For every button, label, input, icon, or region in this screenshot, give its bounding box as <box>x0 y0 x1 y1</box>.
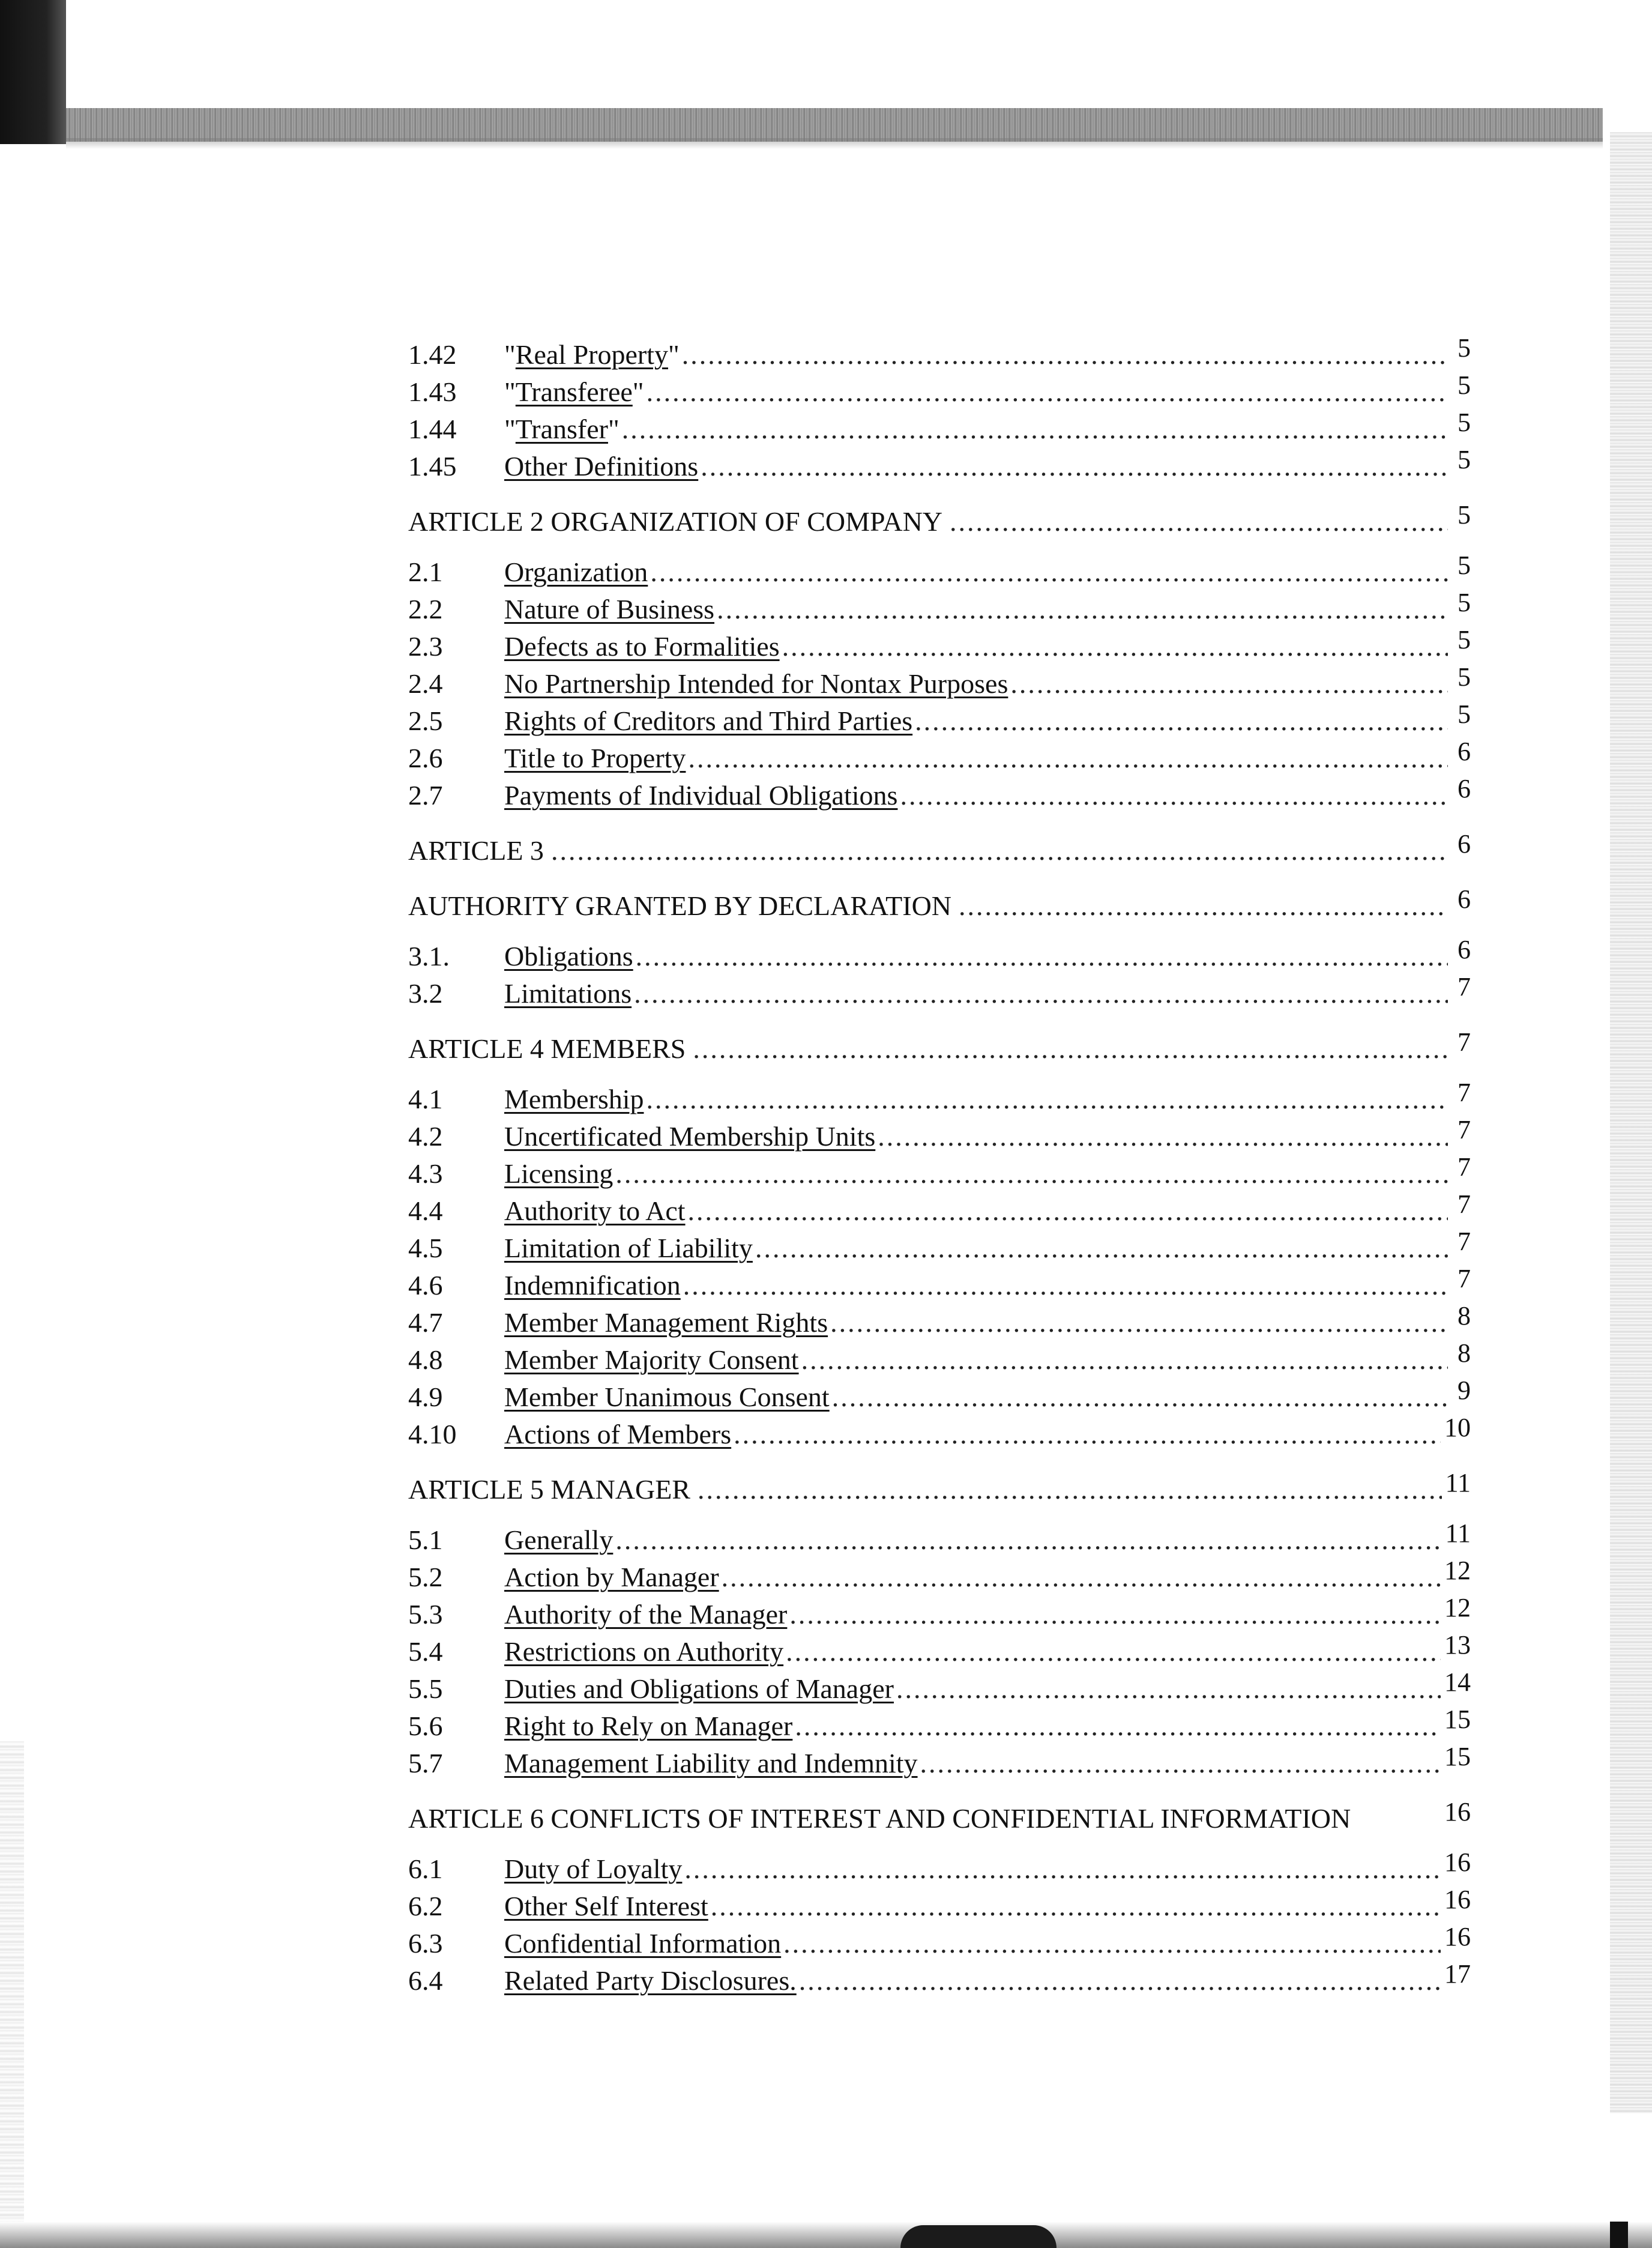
toc-entry-title <box>504 1851 682 1888</box>
toc-entry-number: 5.6 <box>408 1711 443 1741</box>
toc-entry <box>408 1922 1471 1962</box>
dot-leader <box>634 975 1448 1012</box>
toc-entry <box>408 1848 1471 1888</box>
toc-entry-title <box>504 1888 708 1925</box>
toc-entry-title-text: Duty of Loyalty <box>504 1854 683 1884</box>
dot-leader <box>717 591 1448 628</box>
dot-leader <box>615 1155 1448 1192</box>
dot-leader <box>755 1230 1448 1267</box>
toc-entry-number: 5.5 <box>408 1673 443 1704</box>
toc-entry-title-text: Membership <box>504 1084 644 1114</box>
toc-page-number: 7 <box>1458 1115 1471 1144</box>
toc-entry-title-text: Transferee <box>515 376 633 407</box>
toc-page-number: 7 <box>1458 1227 1471 1256</box>
toc-entry-number: 3.1. <box>408 941 450 971</box>
toc-page-number: 16 <box>1444 1885 1471 1914</box>
scan-corner-mark <box>1610 2222 1628 2248</box>
toc-page-number: 5 <box>1458 625 1471 654</box>
toc-page-number: 16 <box>1444 1797 1471 1826</box>
dot-leader <box>900 777 1448 814</box>
dot-leader <box>799 1962 1441 1999</box>
toc-page-number: 7 <box>1458 1078 1471 1107</box>
toc-entry-number: 5.2 <box>408 1562 443 1592</box>
toc-page-number: 5 <box>1458 445 1471 474</box>
toc-page-number: 6 <box>1458 737 1471 766</box>
toc-entry-title-text: Restrictions on Authority <box>504 1636 784 1667</box>
toc-page-number: 13 <box>1444 1630 1471 1660</box>
toc-entry-number: 6.2 <box>408 1891 443 1921</box>
dot-leader <box>683 1267 1448 1304</box>
toc-article-heading <box>408 884 1471 925</box>
toc-page-number: 10 <box>1444 1413 1471 1442</box>
toc-entry <box>408 935 1471 975</box>
toc-entry-title <box>504 938 633 975</box>
toc-entry-number: 2.2 <box>408 594 443 624</box>
toc-page-number: 5 <box>1458 662 1471 692</box>
toc-entry-title <box>504 411 620 448</box>
dot-leader <box>615 1521 1441 1559</box>
toc-entry-title <box>504 1596 787 1633</box>
toc-entry <box>408 1959 1471 1999</box>
close-quote: " <box>668 339 680 370</box>
toc-entry-title <box>504 1633 783 1670</box>
toc-entry-title <box>504 665 1008 702</box>
toc-entry <box>408 408 1471 448</box>
toc-entry-title <box>504 1341 799 1379</box>
toc-entry-title-text: Authority of the Manager <box>504 1599 788 1630</box>
dot-leader <box>636 938 1448 975</box>
toc-entry-title <box>504 336 680 373</box>
toc-page-number: 11 <box>1445 1518 1471 1548</box>
toc-entry <box>408 1227 1471 1267</box>
toc-article-title: ARTICLE 6 CONFLICTS OF INTEREST AND CONFIDENTIAL INFORMATION <box>408 1803 1351 1834</box>
toc-entry <box>408 445 1471 485</box>
dot-leader <box>1010 665 1448 702</box>
toc-entry-title <box>504 702 912 740</box>
toc-entry <box>408 370 1471 411</box>
toc-entry-title-text: Organization <box>504 557 648 587</box>
toc-entry-title <box>504 1670 894 1708</box>
toc-entry-title-text: Transfer <box>515 414 608 444</box>
toc-article-heading <box>408 1027 1471 1068</box>
toc-entry-title-text: Title to Property <box>504 743 686 773</box>
toc-page-number: 6 <box>1458 935 1471 964</box>
toc-entry <box>408 1115 1471 1155</box>
close-quote: " <box>632 376 644 407</box>
toc-entry-number: 4.7 <box>408 1307 443 1338</box>
toc-entry-title-text: Related Party Disclosures. <box>504 1965 797 1996</box>
toc-entry-title-text: Generally <box>504 1524 613 1555</box>
toc-entry-number: 5.7 <box>408 1748 443 1778</box>
toc-entry-title-text: No Partnership Intended for Nontax Purposes <box>504 668 1008 699</box>
dot-leader <box>783 1925 1441 1962</box>
toc-entry-number: 3.2 <box>408 978 443 1009</box>
toc-entry <box>408 1705 1471 1745</box>
scan-edge-shadow <box>66 138 1603 149</box>
toc-entry-title <box>504 628 780 665</box>
toc-page-number: 6 <box>1458 774 1471 803</box>
toc-entry-title <box>504 1416 731 1453</box>
toc-article-title: ARTICLE 4 MEMBERS <box>408 1033 686 1064</box>
toc-entry <box>408 1667 1471 1708</box>
toc-page-number: 17 <box>1444 1959 1471 1989</box>
toc-page-number: 11 <box>1445 1468 1471 1497</box>
toc-entry-title-text: Obligations <box>504 941 633 971</box>
dot-leader <box>682 336 1448 373</box>
toc-page-number: 7 <box>1458 1264 1471 1293</box>
toc-entry-title <box>504 1745 918 1782</box>
dot-leader <box>647 1081 1448 1118</box>
toc-entry <box>408 1301 1471 1341</box>
toc-entry-title <box>504 1081 644 1118</box>
toc-entry-title <box>504 777 897 814</box>
dot-leader <box>920 1745 1441 1782</box>
toc-entry-title <box>504 1379 830 1416</box>
toc-entry-number: 4.3 <box>408 1158 443 1189</box>
toc-page-number: 16 <box>1444 1848 1471 1877</box>
toc-page-number: 5 <box>1458 500 1471 530</box>
toc-page-number: 5 <box>1458 370 1471 400</box>
toc-article-heading <box>408 1797 1471 1837</box>
toc-entry-number: 4.4 <box>408 1195 443 1226</box>
toc-entry-number: 4.2 <box>408 1121 443 1152</box>
toc-entry-title <box>504 1230 753 1267</box>
toc-entry <box>408 662 1471 702</box>
dot-leader <box>647 373 1448 411</box>
toc-page-number: 7 <box>1458 972 1471 1002</box>
scan-right-noise <box>1610 132 1652 2114</box>
toc-page-number: 5 <box>1458 588 1471 617</box>
toc-entry-title-text: Other Definitions <box>504 451 699 482</box>
toc-entry <box>408 699 1471 740</box>
toc-entry-title-text: Uncertificated Membership Units <box>504 1121 876 1152</box>
toc-page-number: 8 <box>1458 1338 1471 1368</box>
dot-leader <box>896 1670 1441 1708</box>
dot-leader <box>830 1304 1448 1341</box>
toc-entry-number: 5.4 <box>408 1636 443 1667</box>
scan-page-edge <box>66 108 1603 142</box>
dot-leader <box>832 1379 1448 1416</box>
scan-dark-corner <box>0 0 66 144</box>
toc-entry-title <box>504 1267 681 1304</box>
toc-page-number: 16 <box>1444 1922 1471 1951</box>
dot-leader <box>711 1888 1441 1925</box>
toc-article-heading <box>408 829 1471 869</box>
scan-top-border <box>0 0 1652 144</box>
toc-entry <box>408 551 1471 591</box>
toc-entry <box>408 625 1471 665</box>
toc-entry-number: 5.3 <box>408 1599 443 1630</box>
dot-leader <box>789 1596 1441 1633</box>
toc-page-number: 5 <box>1458 408 1471 437</box>
dot-leader <box>786 1633 1441 1670</box>
dot-leader <box>782 628 1448 665</box>
toc-entry-number: 6.1 <box>408 1854 443 1884</box>
toc-entry <box>408 1152 1471 1192</box>
toc-entry-title-text: Licensing <box>504 1158 613 1189</box>
toc-entry-title <box>504 591 714 628</box>
toc-page-number: 9 <box>1458 1376 1471 1405</box>
toc-article-title: ARTICLE 5 MANAGER <box>408 1474 690 1505</box>
toc-article-heading <box>408 500 1471 540</box>
toc-entry-title-text: Payments of Individual Obligations <box>504 780 898 811</box>
toc-entry-title-text: Member Majority Consent <box>504 1344 799 1375</box>
toc-page-number: 6 <box>1458 884 1471 914</box>
toc-entry <box>408 333 1471 373</box>
toc-entry-number: 2.4 <box>408 668 443 699</box>
toc-entry-title <box>504 740 686 777</box>
toc-entry-number: 2.7 <box>408 780 443 811</box>
toc-entry <box>408 1630 1471 1670</box>
toc-entry <box>408 1518 1471 1559</box>
toc-entry <box>408 1189 1471 1230</box>
toc-entry-title <box>504 1521 613 1559</box>
toc-entry <box>408 1413 1471 1453</box>
toc-entry-number: 6.3 <box>408 1928 443 1959</box>
toc-entry <box>408 1885 1471 1925</box>
toc-entry-title <box>504 373 644 411</box>
toc-entry-number: 1.43 <box>408 376 457 407</box>
toc-entry-number: 4.9 <box>408 1382 443 1412</box>
toc-entry <box>408 1338 1471 1379</box>
toc-entry-title <box>504 1708 792 1745</box>
table-of-contents <box>408 333 1471 1999</box>
dot-leader <box>688 740 1448 777</box>
toc-page-number: 12 <box>1444 1556 1471 1585</box>
toc-entry <box>408 1556 1471 1596</box>
toc-entry-number: 2.3 <box>408 631 443 662</box>
toc-page-number: 15 <box>1444 1705 1471 1734</box>
toc-article-title: AUTHORITY GRANTED BY DECLARATION <box>408 890 952 921</box>
toc-entry-number: 4.5 <box>408 1233 443 1263</box>
scan-bottom-border <box>0 2222 1652 2248</box>
dot-leader <box>622 411 1448 448</box>
toc-page-number: 15 <box>1444 1742 1471 1771</box>
dot-leader <box>959 887 1448 925</box>
toc-entry <box>408 588 1471 628</box>
dot-leader <box>688 1192 1448 1230</box>
toc-entry-number: 2.1 <box>408 557 443 587</box>
toc-page-number: 14 <box>1444 1667 1471 1697</box>
toc-entry-number: 5.1 <box>408 1524 443 1555</box>
scan-binding-clip <box>900 2225 1057 2248</box>
toc-entry-number: 2.5 <box>408 706 443 736</box>
toc-entry-number: 4.10 <box>408 1419 457 1449</box>
toc-entry-title <box>504 554 648 591</box>
toc-entry-title-text: Defects as to Formalities <box>504 631 780 662</box>
toc-page-number: 5 <box>1458 699 1471 729</box>
dot-leader <box>722 1559 1441 1596</box>
toc-entry <box>408 1078 1471 1118</box>
dot-leader <box>698 1471 1442 1508</box>
toc-page-number: 5 <box>1458 333 1471 363</box>
toc-entry-title-text: Other Self Interest <box>504 1891 708 1921</box>
toc-page-number: 7 <box>1458 1152 1471 1182</box>
toc-entry-title <box>504 1192 686 1230</box>
toc-entry-number: 4.6 <box>408 1270 443 1301</box>
toc-entry-title <box>504 1559 719 1596</box>
toc-entry-title-text: Actions of Members <box>504 1419 732 1449</box>
dot-leader <box>915 702 1448 740</box>
toc-entry-title-text: Member Management Rights <box>504 1307 828 1338</box>
close-quote: " <box>607 414 620 444</box>
toc-entry-title <box>504 1962 797 1999</box>
toc-entry <box>408 1742 1471 1782</box>
dot-leader <box>684 1851 1441 1888</box>
dot-leader <box>693 1030 1448 1068</box>
toc-entry-title-text: Nature of Business <box>504 594 715 624</box>
toc-entry-title-text: Right to Rely on Manager <box>504 1711 793 1741</box>
toc-entry-number: 1.45 <box>408 451 457 482</box>
toc-entry-title-text: Action by Manager <box>504 1562 719 1592</box>
toc-entry-number: 2.6 <box>408 743 443 773</box>
dot-leader <box>878 1118 1448 1155</box>
toc-entry-title-text: Limitations <box>504 978 632 1009</box>
toc-entry <box>408 1264 1471 1304</box>
toc-page-number: 8 <box>1458 1301 1471 1331</box>
dot-leader <box>701 448 1448 485</box>
toc-entry <box>408 1376 1471 1416</box>
toc-page-number: 7 <box>1458 1027 1471 1057</box>
dot-leader <box>734 1416 1441 1453</box>
toc-entry-title <box>504 1118 875 1155</box>
dot-leader <box>551 832 1448 869</box>
toc-entry-title-text: Confidential Information <box>504 1928 782 1959</box>
dot-leader <box>950 503 1448 540</box>
toc-entry-title <box>504 448 698 485</box>
scan-left-noise <box>0 1741 24 2222</box>
toc-entry <box>408 774 1471 814</box>
toc-entry <box>408 972 1471 1012</box>
toc-entry-title <box>504 1925 781 1962</box>
toc-entry-number: 1.42 <box>408 339 457 370</box>
toc-page-number: 5 <box>1458 551 1471 580</box>
toc-entry <box>408 1593 1471 1633</box>
toc-entry-title-text: Indemnification <box>504 1270 681 1301</box>
dot-leader <box>650 554 1448 591</box>
toc-entry-title-text: Rights of Creditors and Third Parties <box>504 706 913 736</box>
open-quote: " <box>504 339 516 370</box>
toc-entry-number: 1.44 <box>408 414 457 444</box>
toc-entry-number: 6.4 <box>408 1965 443 1996</box>
toc-page-number: 6 <box>1458 829 1471 859</box>
open-quote: " <box>504 376 516 407</box>
toc-entry-title <box>504 1155 613 1192</box>
toc-entry-number: 4.1 <box>408 1084 443 1114</box>
toc-entry-title-text: Duties and Obligations of Manager <box>504 1673 894 1704</box>
toc-entry-title-text: Authority to Act <box>504 1195 686 1226</box>
toc-article-title: ARTICLE 2 ORGANIZATION OF COMPANY <box>408 506 943 537</box>
toc-entry-title-text: Management Liability and Indemnity <box>504 1748 918 1778</box>
open-quote: " <box>504 414 516 444</box>
toc-article-heading <box>408 1468 1471 1508</box>
toc-entry-title-text: Real Property <box>515 339 668 370</box>
dot-leader <box>795 1708 1441 1745</box>
toc-entry-number: 4.8 <box>408 1344 443 1375</box>
toc-entry-title-text: Limitation of Liability <box>504 1233 753 1263</box>
toc-article-title: ARTICLE 3 <box>408 835 544 866</box>
toc-page-number: 12 <box>1444 1593 1471 1622</box>
toc-page-number: 7 <box>1458 1189 1471 1219</box>
toc-entry-title-text: Member Unanimous Consent <box>504 1382 830 1412</box>
toc-entry <box>408 737 1471 777</box>
dot-leader <box>801 1341 1448 1379</box>
toc-entry-title <box>504 1304 828 1341</box>
toc-entry-title <box>504 975 632 1012</box>
